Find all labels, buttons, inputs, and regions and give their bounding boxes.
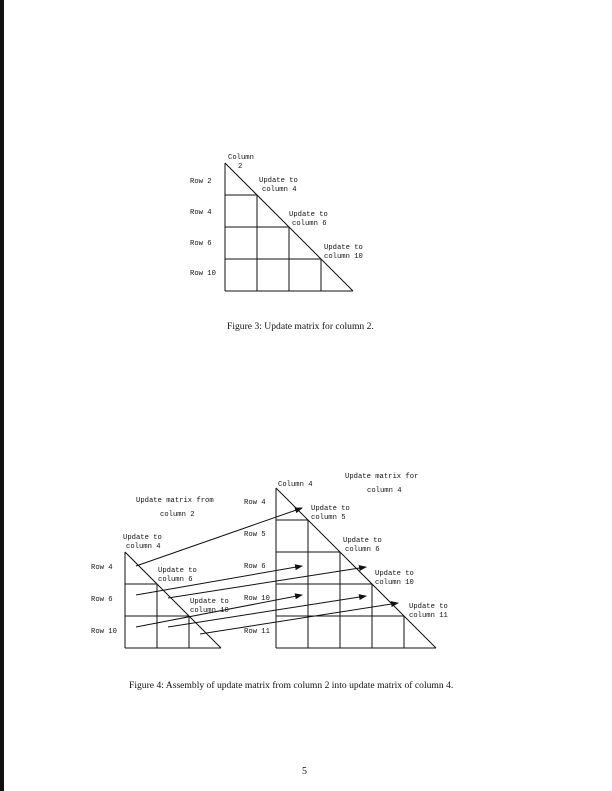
fig4-right-row-label: Row 6 xyxy=(244,563,266,571)
fig4-right-title: Update matrix for xyxy=(345,473,419,481)
fig3-update-label: column 10 xyxy=(324,253,363,261)
fig4-right-row-label: Row 10 xyxy=(244,595,270,603)
fig4-left-update-label: column 4 xyxy=(126,543,161,551)
fig4-right-update-label: column 6 xyxy=(345,546,380,554)
fig4-left-title: column 2 xyxy=(160,511,195,519)
fig4-right-update-label: column 5 xyxy=(311,514,346,522)
fig4-right-update-label: Update to xyxy=(311,505,350,513)
figure-4-caption: Figure 4: Assembly of update matrix from column 2 into update matrix of column 4. xyxy=(129,680,454,691)
fig4-right-update-label: column 11 xyxy=(409,612,448,620)
fig4-right-title: column 4 xyxy=(367,487,402,495)
fig3-update-label: column 4 xyxy=(262,186,297,194)
fig3-update-label: Update to xyxy=(289,211,328,219)
fig3-row-label: Row 10 xyxy=(190,270,216,278)
fig4-left-update-label: column 10 xyxy=(190,607,229,615)
fig3-row-label: Row 2 xyxy=(190,178,212,186)
page-number: 5 xyxy=(302,766,307,777)
fig3-row-label: Row 6 xyxy=(190,240,212,248)
fig4-right-update-label: Update to xyxy=(409,603,448,611)
fig3-column-number: 2 xyxy=(238,163,243,171)
fig4-left-update-label: Update to xyxy=(123,534,162,542)
fig4-left-row-label: Row 4 xyxy=(91,564,113,572)
figure-3-caption: Figure 3: Update matrix for column 2. xyxy=(227,321,374,332)
figure-3 xyxy=(190,154,363,291)
fig3-column-label: Column xyxy=(228,154,254,162)
fig4-right-row-label: Row 4 xyxy=(244,499,266,507)
figure-4 xyxy=(91,473,448,648)
fig3-row-label: Row 4 xyxy=(190,209,212,217)
fig4-right-row-label: Row 5 xyxy=(244,531,266,539)
fig4-left-update-label: column 6 xyxy=(158,576,193,584)
fig4-left-update-label: Update to xyxy=(158,567,197,575)
fig4-right-update-label: column 10 xyxy=(375,579,414,587)
fig4-left-update-label: Update to xyxy=(190,598,229,606)
fig3-update-label: Update to xyxy=(324,244,363,252)
fig4-left-row-label: Row 6 xyxy=(91,596,113,604)
fig4-right-column-label: Column 4 xyxy=(278,481,313,489)
fig3-update-label: column 6 xyxy=(292,220,327,228)
fig4-left-row-label: Row 10 xyxy=(91,628,117,636)
fig4-right-update-label: Update to xyxy=(375,570,414,578)
fig4-left-title: Update matrix from xyxy=(136,497,214,505)
fig4-right-matrix xyxy=(276,488,436,648)
fig3-update-label: Update to xyxy=(259,177,298,185)
fig4-right-row-label: Row 11 xyxy=(244,628,270,636)
fig4-right-update-label: Update to xyxy=(343,537,382,545)
